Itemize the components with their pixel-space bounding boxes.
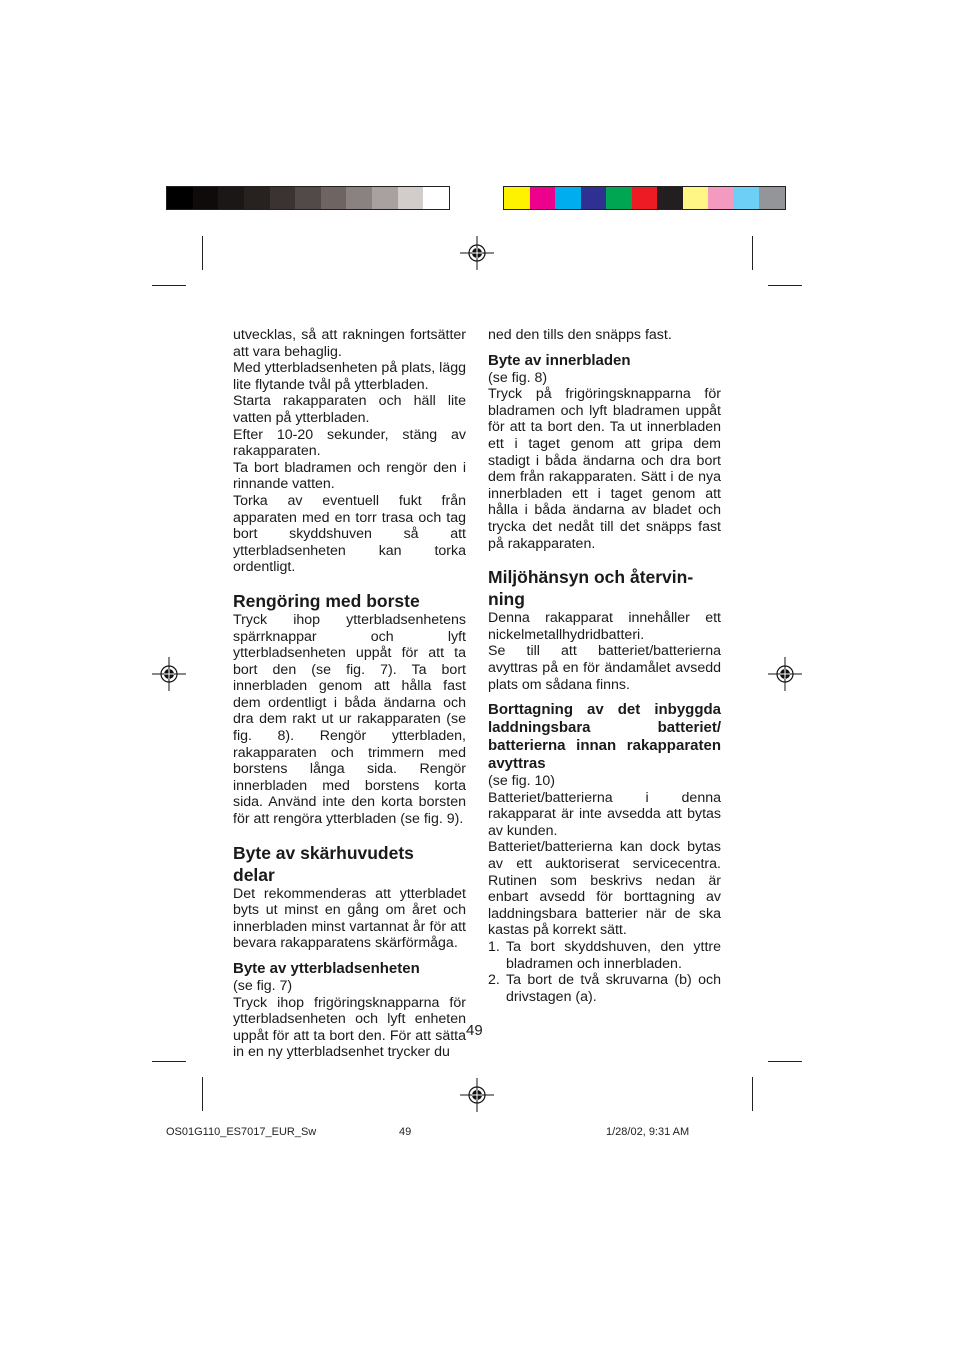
paragraph: Starta rakapparaten och häll lite vatten på ytterbladen. — [233, 393, 466, 426]
step-text: Ta bort skyddshuven, den yttre bladramen och innerbladen. — [506, 939, 721, 972]
step-number: 1. — [488, 939, 500, 956]
paragraph: Batteriet/batterierna i denna rakapparat är inte avsedda att bytas av kunden. — [488, 789, 721, 839]
color-swatch — [734, 187, 760, 209]
crop-mark — [752, 236, 753, 270]
paragraph: Torka av eventuell fukt från apparaten med en torr trasa och tag bort skyddshuven så att ytterbladsenheten kan torka ordentligt. — [233, 492, 466, 576]
left-column — [233, 327, 466, 1061]
gray-swatch — [270, 187, 296, 209]
gray-swatch — [346, 187, 372, 209]
paragraph: Se till att batteriet/batterierna avyttras på en för ändamålet avsedd plats om sådana finns. — [488, 643, 721, 693]
crop-mark — [752, 1077, 753, 1111]
step-number: 2. — [488, 972, 500, 989]
color-swatch — [555, 187, 581, 209]
gray-swatch — [321, 187, 347, 209]
gray-swatch — [372, 187, 398, 209]
heading-line: Byte av skärhuvudets — [233, 842, 414, 863]
subheading-battery-removal: Borttagning av det inbyggda laddningsbara batteriet/ batterierna innan rakapparaten avyttras — [488, 701, 721, 773]
section-heading-environment — [488, 566, 721, 610]
gray-swatch — [244, 187, 270, 209]
section-heading-brush-cleaning: Rengöring med borste — [233, 590, 420, 611]
gray-swatch — [398, 187, 424, 209]
gray-swatch — [193, 187, 219, 209]
paragraph: Denna rakapparat innehåller ett nickelmetallhydridbatteri. — [488, 610, 721, 643]
crop-mark — [202, 236, 203, 270]
subheading-replace-inner-blades: Byte av innerbladen — [488, 351, 631, 369]
paragraph: utvecklas, så att rakningen fortsätter att vara behaglig. — [233, 327, 466, 360]
figure-reference: (se fig. 8) — [488, 369, 548, 386]
section-heading-replace-parts — [233, 842, 466, 886]
footer-filename: OS01G110_ES7017_EUR_Sw — [166, 1126, 317, 1138]
crop-mark — [152, 285, 186, 286]
registration-mark-icon — [152, 657, 186, 691]
heading-line: ning — [488, 589, 525, 610]
paragraph: Batteriet/batterierna kan dock bytas av ett auktoriserat servicecentra. Rutinen som beskrivs nedan är enbart avsedd för borttagning av laddningsbara batterier när de ska kastas på korrekt sätt. — [488, 839, 721, 939]
registration-mark-icon — [460, 1078, 494, 1112]
subheading-replace-outer-foil: Byte av ytterbladsenheten — [233, 960, 420, 977]
paragraph: Efter 10-20 sekunder, stäng av rakapparaten. — [233, 426, 466, 460]
crop-mark — [202, 1077, 203, 1111]
grayscale-calibration-bar — [166, 186, 450, 210]
color-swatch — [632, 187, 658, 209]
paragraph: Tryck ihop frigöringsknapparna för ytterbladsenheten och lyft enheten uppåt för att ta bort den. För att sätta in en ny ytterbladsenhet trycker du — [233, 994, 466, 1061]
color-swatch — [708, 187, 734, 209]
crop-mark — [152, 1061, 186, 1062]
crop-mark — [768, 1061, 802, 1062]
crop-mark — [768, 285, 802, 286]
color-swatch — [759, 187, 785, 209]
gray-swatch — [167, 187, 193, 209]
gray-swatch — [218, 187, 244, 209]
list-item — [488, 972, 721, 1005]
figure-reference: (se fig. 10) — [488, 773, 556, 790]
gray-swatch — [295, 187, 321, 209]
color-swatch — [606, 187, 632, 209]
right-column — [488, 327, 721, 1005]
step-text: Ta bort de två skruvarna (b) och drivstagen (a). — [506, 972, 721, 1005]
list-item — [488, 939, 721, 972]
gray-swatch — [423, 187, 449, 209]
registration-mark-icon — [768, 657, 802, 691]
page-number: 49 — [466, 1022, 483, 1039]
paragraph: Tryck på frigöringsknapparna för bladramen och lyft bladramen uppåt för att ta bort den. Ta ut innerbladen ett i taget genom att gripa dem stadigt i båda ändarna och dra bort dem från rakapparaten. Sätt i de nya innerbladen ett i taget genom att hålla i båda ändarna av bladet och trycka det nedåt till det snäpps fast på rakapparaten. — [488, 386, 721, 552]
heading-line: delar — [233, 864, 275, 885]
footer-timestamp: 1/28/02, 9:31 AM — [606, 1126, 690, 1138]
color-swatch — [657, 187, 683, 209]
color-swatch — [504, 187, 530, 209]
footer-page: 49 — [399, 1126, 412, 1138]
paragraph: Med ytterbladsenheten på plats, lägg lite flytande tvål på ytterbladen. — [233, 360, 466, 393]
paragraph: Tryck ihop ytterbladsenhetens spärrknappar och lyft ytterbladsenheten uppåt för att ta bort den (se fig. 7). Ta bort innerbladen genom att hålla fast dem ordentligt i båda ändarna och dra dem rakt ut ur rakapparaten (se fig. 8). Rengör ytterbladen, rakapparaten och trimmern med borstens långa sida. Rengör innerbladen med borstens korta sida. Använd inte den korta borsten för att rengöra ytterbladen (se fig. 9). — [233, 611, 466, 828]
heading-line: Miljöhänsyn och återvin- — [488, 567, 694, 588]
color-swatch — [683, 187, 709, 209]
registration-mark-icon — [460, 236, 494, 270]
paragraph: Det rekommenderas att ytterbladet byts ut minst en gång om året och innerbladen minst vartannat år för att bevara rakapparatens skärförmåga. — [233, 885, 466, 952]
figure-reference: (se fig. 7) — [233, 978, 293, 994]
color-swatch — [581, 187, 607, 209]
removal-steps-list — [488, 939, 721, 1005]
color-calibration-bar — [503, 186, 786, 210]
color-swatch — [530, 187, 556, 209]
paragraph: ned den tills den snäpps fast. — [488, 327, 672, 343]
paragraph: Ta bort bladramen och rengör den i rinnande vatten. — [233, 459, 466, 493]
